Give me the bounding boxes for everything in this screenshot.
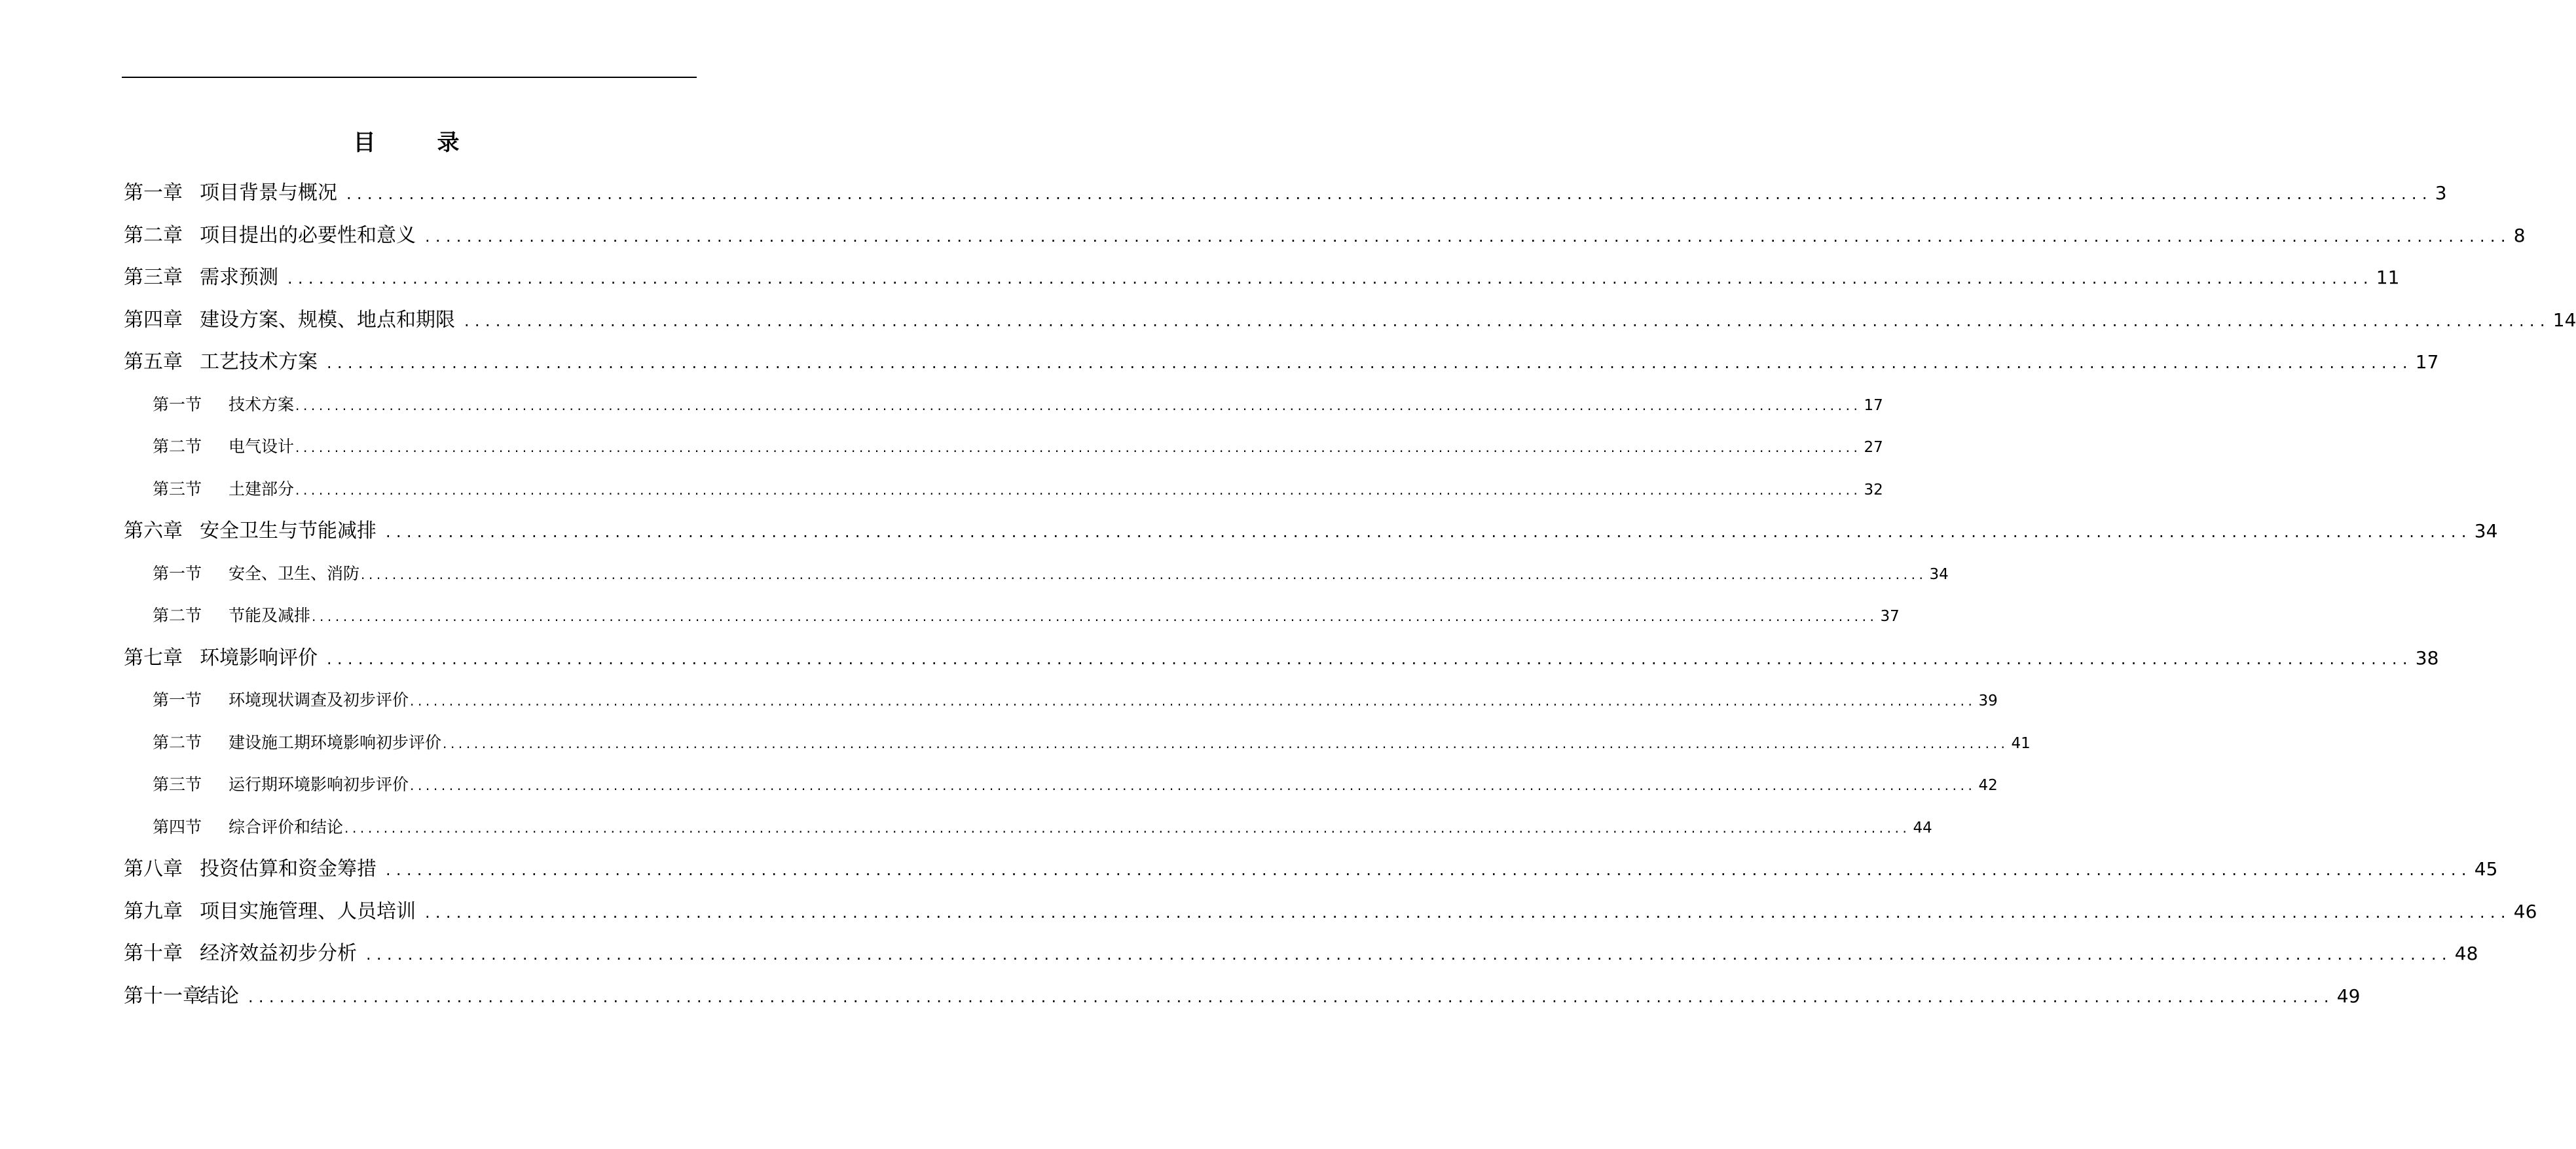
toc-entry-label: 第二节 bbox=[153, 606, 202, 625]
toc-page-number: 11 bbox=[2376, 267, 2400, 288]
toc-chapter-entry[interactable] bbox=[124, 518, 2498, 545]
toc-entry-label: 第七章 bbox=[124, 647, 183, 669]
toc-entry-label: 第三章 bbox=[124, 266, 183, 289]
toc-dot-leader: ........................................................................................................................................................................................................ bbox=[287, 269, 2374, 288]
toc-entry-title: 项目实施管理、人员培训 bbox=[200, 900, 416, 923]
toc-entry-title: 安全卫生与节能减排 bbox=[200, 519, 377, 542]
toc-entry-title: 需求预测 bbox=[200, 266, 278, 289]
toc-page-number: 34 bbox=[1929, 566, 1949, 583]
toc-entry-title: 技术方案 bbox=[229, 395, 295, 414]
toc-section-entry[interactable] bbox=[153, 772, 1998, 799]
toc-page-number: 38 bbox=[2415, 647, 2439, 669]
toc-page-number: 34 bbox=[2474, 520, 2498, 542]
toc-entry-title: 运行期环境影响初步评价 bbox=[229, 775, 409, 794]
toc-page-number: 14 bbox=[2552, 309, 2576, 331]
toc-entry-label: 第三节 bbox=[153, 480, 202, 499]
toc-dot-leader: ........................................................................................................................................................................................................ bbox=[464, 312, 2550, 330]
toc-entry-label: 第一章 bbox=[124, 181, 183, 204]
toc-entry-label: 第一节 bbox=[153, 395, 202, 414]
toc-entry-title: 安全、卫生、消防 bbox=[229, 564, 360, 583]
toc-page-number: 17 bbox=[1864, 397, 1883, 414]
toc-chapter-entry[interactable] bbox=[124, 349, 2439, 376]
toc-dot-leader: ........................................................................................................................................................................................................ bbox=[295, 440, 1862, 455]
toc-entry-title: 节能及减排 bbox=[229, 606, 311, 625]
toc-dot-leader: ........................................................................................................................................................................................................ bbox=[327, 650, 2413, 668]
toc-section-entry[interactable] bbox=[153, 561, 1949, 588]
toc-entry-title: 环境影响评价 bbox=[200, 647, 318, 669]
toc-page-number: 17 bbox=[2415, 351, 2439, 373]
toc-page-number: 45 bbox=[2474, 858, 2498, 880]
toc-entry-label: 第九章 bbox=[124, 900, 183, 923]
toc-entry-label: 第二节 bbox=[153, 733, 202, 752]
toc-dot-leader: ........................................................................................................................................................................................................ bbox=[366, 945, 2452, 964]
toc-page-number: 27 bbox=[1864, 439, 1883, 456]
toc-entry-title: 项目提出的必要性和意义 bbox=[200, 224, 416, 247]
toc-dot-leader: ........................................................................................................................................................................................................ bbox=[425, 227, 2511, 246]
toc-dot-leader: ........................................................................................................................................................................................................ bbox=[327, 354, 2413, 372]
toc-chapter-entry[interactable] bbox=[124, 307, 2576, 334]
toc-entry-label: 第十一章 bbox=[124, 985, 202, 1008]
toc-entry-label: 第二节 bbox=[153, 437, 202, 456]
toc-title: 目 录 bbox=[353, 130, 479, 156]
toc-entry-title: 投资估算和资金筹措 bbox=[200, 857, 377, 880]
toc-dot-leader: ........................................................................................................................................................................................................ bbox=[425, 903, 2511, 922]
toc-dot-leader: ........................................................................................................................................................................................................ bbox=[410, 778, 1976, 793]
toc-entry-label: 第一节 bbox=[153, 690, 202, 709]
toc-section-entry[interactable] bbox=[153, 730, 2031, 757]
toc-dot-leader: ........................................................................................................................................................................................................ bbox=[248, 988, 2334, 1006]
toc-section-entry[interactable] bbox=[153, 603, 1900, 630]
toc-entry-label: 第三节 bbox=[153, 775, 202, 794]
toc-entry-title: 环境现状调查及初步评价 bbox=[229, 690, 409, 709]
toc-entry-label: 第四章 bbox=[124, 309, 183, 331]
toc-entry-label: 第八章 bbox=[124, 857, 183, 880]
toc-chapter-entry[interactable] bbox=[124, 856, 2498, 883]
toc-chapter-entry[interactable] bbox=[124, 265, 2400, 292]
toc-entry-title: 工艺技术方案 bbox=[200, 350, 318, 373]
toc-page-number: 41 bbox=[2011, 735, 2031, 752]
toc-dot-leader: ........................................................................................................................................................................................................ bbox=[346, 185, 2433, 203]
toc-chapter-entry[interactable] bbox=[124, 645, 2439, 672]
toc-entry-title: 综合评价和结论 bbox=[229, 818, 344, 837]
toc-entry-label: 第一节 bbox=[153, 564, 202, 583]
toc-entry-title: 项目背景与概况 bbox=[200, 181, 337, 204]
toc-entry-title: 经济效益初步分析 bbox=[200, 942, 357, 965]
toc-page-number: 48 bbox=[2454, 943, 2478, 964]
toc-dot-leader: ........................................................................................................................................................................................................ bbox=[443, 736, 2009, 751]
toc-page-number: 32 bbox=[1864, 481, 1883, 499]
toc-entry-label: 第六章 bbox=[124, 519, 183, 542]
toc-page-number: 39 bbox=[1978, 692, 1998, 709]
toc-page-number: 44 bbox=[1913, 819, 1932, 837]
toc-entry-label: 第四节 bbox=[153, 818, 202, 837]
toc-dot-leader: ........................................................................................................................................................................................................ bbox=[361, 567, 1927, 582]
toc-page-number: 42 bbox=[1978, 777, 1998, 794]
toc-entry-title: 结论 bbox=[200, 985, 239, 1008]
toc-entry-title: 电气设计 bbox=[229, 437, 295, 456]
toc-dot-leader: ........................................................................................................................................................................................................ bbox=[344, 820, 1911, 836]
toc-page-number: 3 bbox=[2435, 182, 2447, 204]
toc-dot-leader: ........................................................................................................................................................................................................ bbox=[410, 693, 1976, 709]
toc-entry-title: 建设施工期环境影响初步评价 bbox=[229, 733, 442, 752]
toc-page-number: 49 bbox=[2336, 985, 2361, 1007]
toc-entry-label: 第二章 bbox=[124, 224, 183, 247]
toc-page-number: 8 bbox=[2513, 225, 2526, 246]
toc-page-number: 37 bbox=[1880, 608, 1900, 625]
toc-dot-leader: ........................................................................................................................................................................................................ bbox=[312, 609, 1878, 624]
toc-section-entry[interactable] bbox=[153, 814, 1932, 841]
toc-section-entry[interactable] bbox=[153, 476, 1883, 503]
toc-dot-leader: ........................................................................................................................................................................................................ bbox=[295, 398, 1862, 413]
toc-entry-label: 第十章 bbox=[124, 942, 183, 965]
toc-chapter-entry[interactable] bbox=[124, 899, 2537, 926]
toc-entry-title: 土建部分 bbox=[229, 480, 295, 499]
toc-dot-leader: ........................................................................................................................................................................................................ bbox=[295, 482, 1862, 498]
toc-dot-leader: ........................................................................................................................................................................................................ bbox=[386, 861, 2472, 879]
toc-dot-leader: ........................................................................................................................................................................................................ bbox=[386, 523, 2472, 541]
toc-entry-label: 第五章 bbox=[124, 350, 183, 373]
toc-chapter-entry[interactable] bbox=[124, 941, 2478, 968]
toc-entry-title: 建设方案、规模、地点和期限 bbox=[200, 309, 455, 331]
toc-chapter-entry[interactable] bbox=[124, 180, 2447, 207]
toc-chapter-entry[interactable] bbox=[124, 983, 2361, 1010]
toc-section-entry[interactable] bbox=[153, 687, 1998, 714]
toc-page-number: 46 bbox=[2513, 901, 2537, 922]
toc-section-entry[interactable] bbox=[153, 434, 1883, 461]
toc-chapter-entry[interactable] bbox=[124, 223, 2526, 250]
toc-section-entry[interactable] bbox=[153, 392, 1883, 419]
